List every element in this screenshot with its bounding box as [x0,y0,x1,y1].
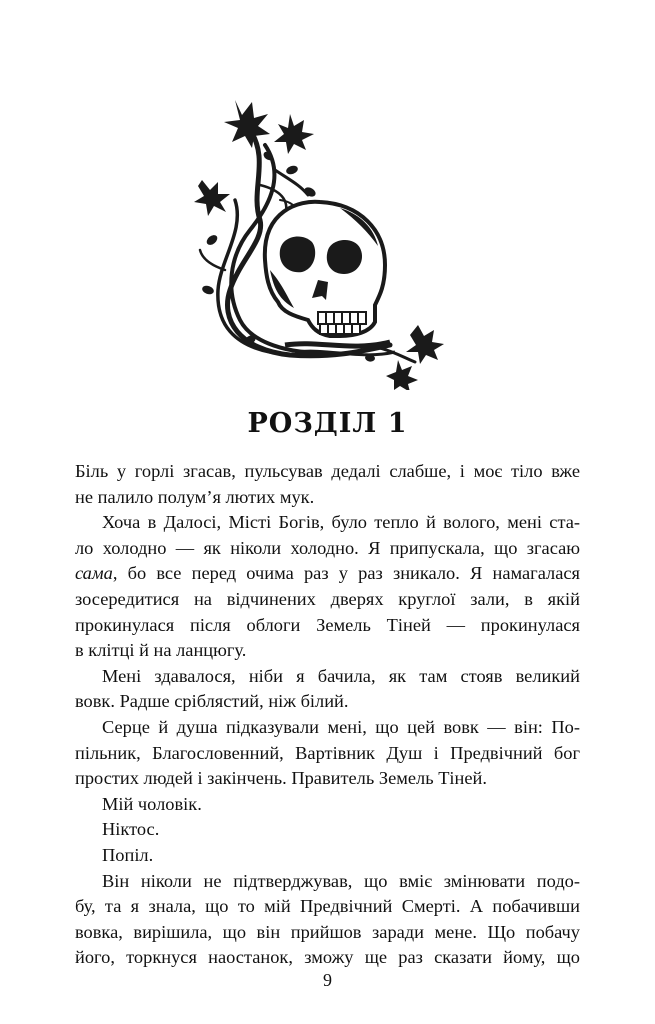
text-line: в клітці й на ланцюгу. [75,640,247,661]
text-line: прокинулася після облоги Земель Тіней — прокинулася [75,614,580,635]
text-line: Серце й душа підказували мені, що цей вовк — він: По- [102,716,580,737]
text-line: Біль у горлі згасав, пульсував дедалі слабше, і моє тіло вже [75,461,580,481]
text-line: вовк. Радше сріблястий, ніж білий. [75,691,349,712]
text-line: ло холодно — як ніколи холодно. Я припускала, що згасаю [75,537,580,558]
text-line: Мені здавалося, ніби я бачила, як там стояв великий [102,665,580,686]
text-line: Він ніколи не підтверджував, що вміє змінювати подо- [102,870,580,891]
text-line: сама, бо все перед очима раз у раз зникало. Я намагалася [75,563,580,584]
body-text [75,459,580,971]
text-line: зосередитися на відчинених дверях круглої зали, в якій [75,588,580,609]
text-line: вовка, вирішила, що він прийшов заради мене. Що побачу [75,921,580,942]
skull-with-ivy-icon [190,90,460,390]
text-line: Попіл. [102,844,154,865]
text-line: Ніктос. [102,819,160,840]
page-number: 9 [323,970,332,990]
text-line: його, торкнуся наостанок, зможу ще раз сказати йому, що [75,947,580,968]
text-line: пільник, Благословенний, Вартівник Душ і Предвічний бог [75,742,580,763]
text-line: простих людей і закінчень. Правитель Земель Тіней. [75,768,487,789]
chapter-title: РОЗДІЛ 1 [247,408,408,439]
text-line: Мій чоловік. [102,793,202,814]
text-line: Хоча в Далосі, Місті Богів, було тепло й волого, мені ста- [102,512,580,533]
text-line: бу, та я знала, що то мій Предвічний Смерті. А побачивши [75,896,580,917]
emphasis: сама [75,563,113,584]
text-line: не палило полум’я лютих мук. [75,486,315,507]
